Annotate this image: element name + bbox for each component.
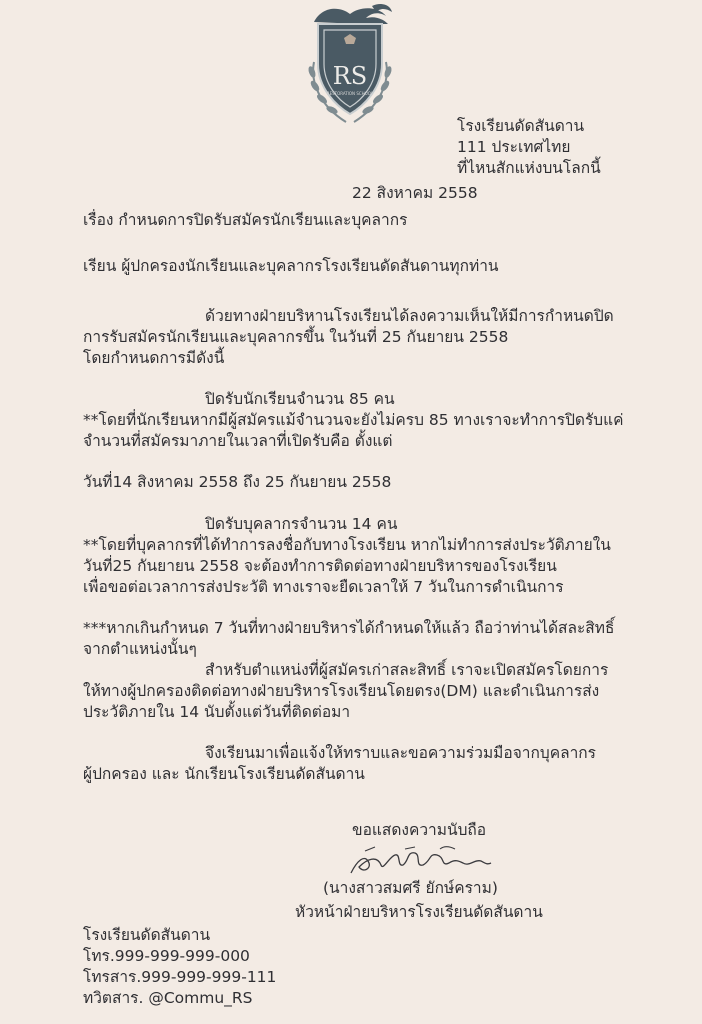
footer-fax: โทรสาร.999-999-999-111 [83, 968, 277, 986]
signer-title: หัวหน้าฝ่ายบริหารโรงเรียนดัดสันดาน [295, 903, 543, 921]
staff-detail-line: วันที่25 กันยายน 2558 จะต้องทำการติดต่อทางฝ่ายบริหารของโรงเรียน [83, 557, 557, 575]
letter-date: 22 สิงหาคม 2558 [352, 184, 478, 202]
note-follow-line: สำหรับตำแหน่งที่ผู้สมัครเก่าสละสิทธิ์ เราจะเปิดสมัครโดยการ [205, 661, 609, 679]
students-period: วันที่14 สิงหาคม 2558 ถึง 25 กันยายน 2558 [83, 473, 392, 491]
subject-line: เรื่อง กำหนดการปิดรับสมัครนักเรียนและบุคลากร [83, 211, 408, 229]
students-detail-line: จำนวนที่สมัครมาภายในเวลาที่เปิดรับคือ ตั้งแต่ [83, 432, 393, 450]
note-follow-line: ให้ทางผู้ปกครองติดต่อทางฝ่ายบริหารโรงเรียนโดยตรง(DM) และดำเนินการส่ง [83, 682, 600, 700]
school-crest-logo [300, 2, 400, 132]
closing-line: ผู้ปกครอง และ นักเรียนโรงเรียนดัดสันดาน [83, 765, 365, 783]
intro-line: โดยกำหนดการมีดังนี้ [83, 349, 225, 367]
salutation-line: เรียน ผู้ปกครองนักเรียนและบุคลากรโรงเรียนดัดสันดานทุกท่าน [83, 257, 499, 275]
footer-twitter: ทวิตสาร. @Commu_RS [83, 989, 253, 1007]
handwritten-signature [345, 843, 495, 877]
logo-monogram: RS [332, 62, 368, 90]
sender-address-line-2: ที่ไหนสักแห่งบนโลกนี้ [457, 159, 601, 177]
students-heading: ปิดรับนักเรียนจำนวน 85 คน [205, 390, 395, 408]
note-follow-line: ประวัติภายใน 14 นับตั้งแต่วันที่ติดต่อมา [83, 703, 351, 721]
logo-ribbon-text: RESTORATION SCHOOL [326, 91, 374, 96]
signer-name: (นางสาวสมศรี ยักษ์คราม) [323, 879, 498, 897]
footer-phone: โทร.999-999-999-000 [83, 947, 250, 965]
intro-line: ด้วยทางฝ่ายบริหานโรงเรียนได้ลงความเห็นให้มีการกำหนดปิด [205, 307, 614, 325]
note-line: จากตำแหน่งนั้นๆ [83, 640, 197, 658]
sender-address-line-1: 111 ประเทศไทย [457, 138, 571, 156]
staff-detail-line: **โดยที่บุคลากรที่ได้ทำการลงชื่อกับทางโรงเรียน หากไม่ทำการส่งประวัติภายใน [83, 536, 611, 554]
regards-text: ขอแสดงความนับถือ [352, 821, 487, 839]
staff-detail-line: เพื่อขอต่อเวลาการส่งประวัติ ทางเราจะยืดเวลาให้ 7 วันในการดำเนินการ [83, 578, 564, 596]
students-detail-line: **โดยที่นักเรียนหากมีผู้สมัครแม้จำนวนจะยังไม่ครบ 85 ทางเราจะทำการปิดรับแค่ [83, 411, 624, 429]
sender-name: โรงเรียนดัดสันดาน [457, 117, 585, 135]
staff-heading: ปิดรับบุคลากรจำนวน 14 คน [205, 515, 398, 533]
intro-line: การรับสมัครนักเรียนและบุคลากรขึ้น ในวันที่ 25 กันยายน 2558 [83, 328, 509, 346]
note-line: ***หากเกินกำหนด 7 วันที่ทางฝ่ายบริหารได้กำหนดให้แล้ว ถือว่าท่านได้สละสิทธิ์ [83, 619, 615, 637]
closing-line: จึงเรียนมาเพื่อแจ้งให้ทราบและขอความร่วมมือจากบุคลากร [205, 744, 596, 762]
footer-school-name: โรงเรียนดัดสันดาน [83, 926, 211, 944]
